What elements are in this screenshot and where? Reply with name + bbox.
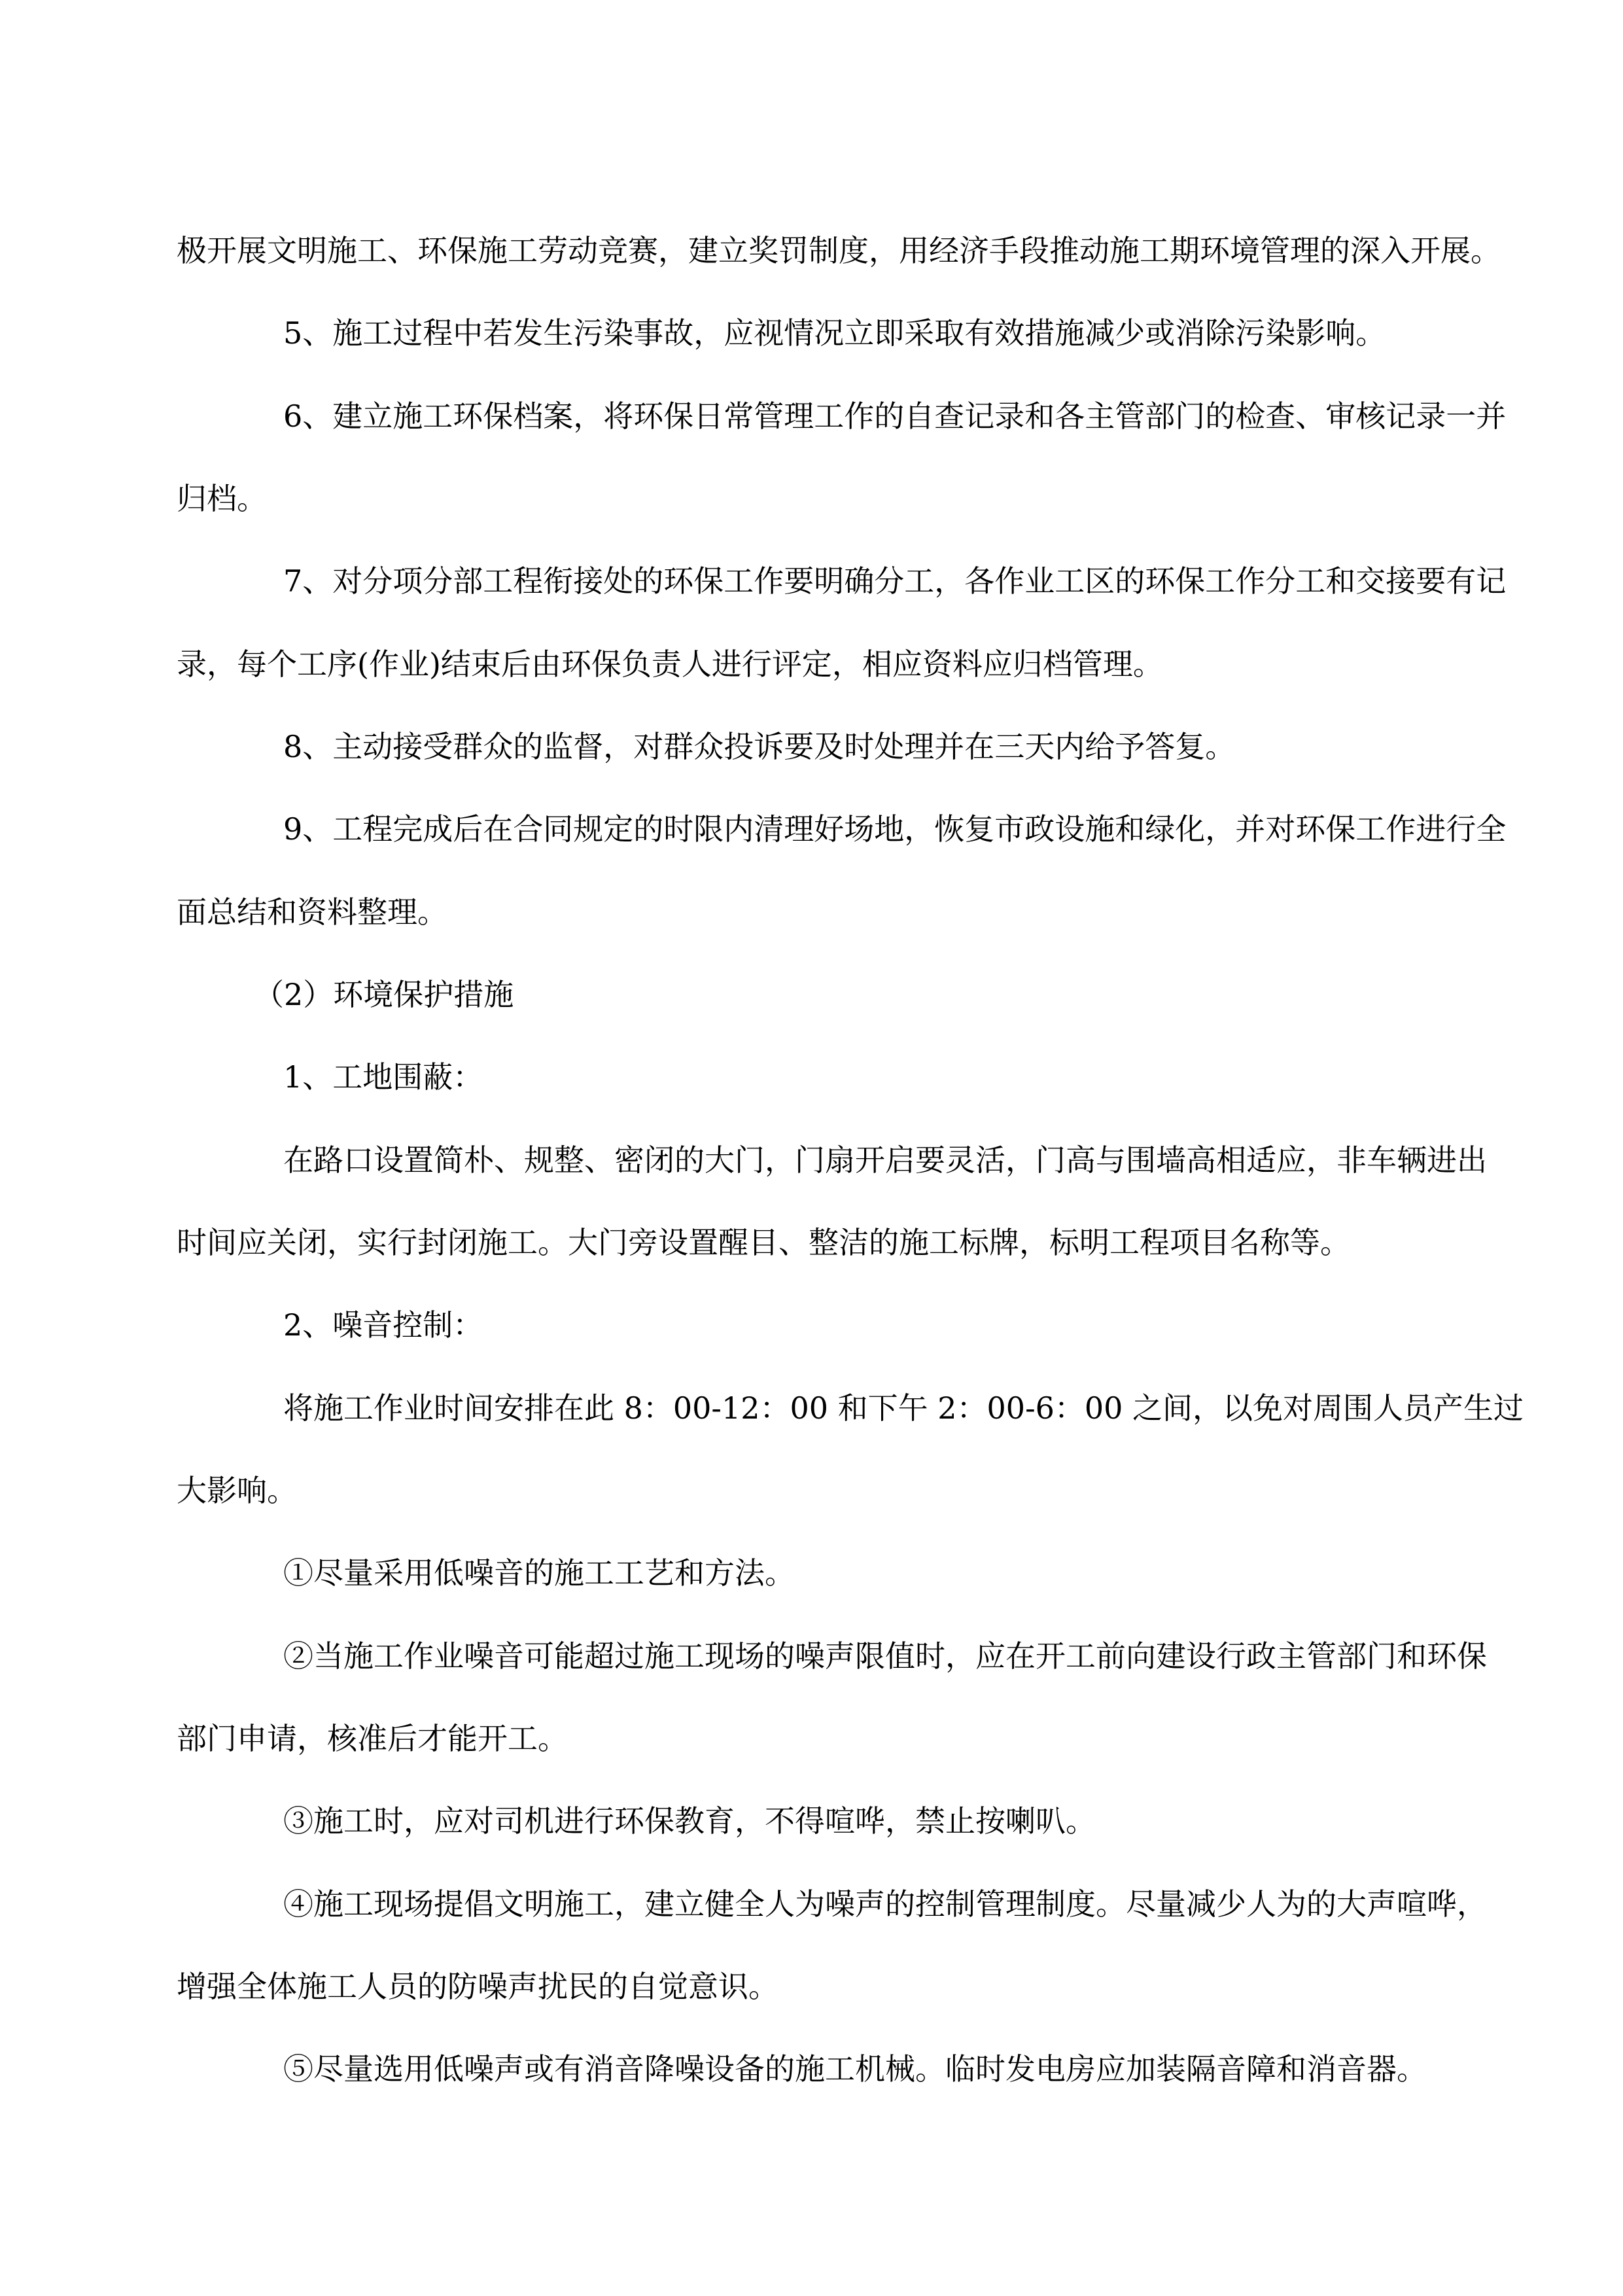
paragraph-line: 增强全体施工人员的防噪声扰民的自觉意识。 xyxy=(177,1969,778,2004)
paragraph-line: ④施工现场提倡文明施工，建立健全人为噪声的控制管理制度。尽量减少人为的大声喧哗， xyxy=(283,1886,1487,1922)
paragraph-line: 归档。 xyxy=(177,481,267,516)
paragraph-line: 部门申请，核准后才能开工。 xyxy=(177,1721,568,1756)
paragraph-line: ③施工时，应对司机进行环保教育，不得喧哗，禁止按喇叭。 xyxy=(283,1803,1096,1839)
paragraph-line: 时间应关闭，实行封闭施工。大门旁设置醒目、整洁的施工标牌，标明工程项目名称等。 xyxy=(177,1225,1350,1260)
paragraph-line: ⑤尽量选用低噪声或有消音降噪设备的施工机械。临时发电房应加装隔音障和消音器。 xyxy=(283,2051,1427,2087)
subsection-heading: 2、噪音控制： xyxy=(283,1307,483,1343)
paragraph-line: 5、施工过程中若发生污染事故，应视情况立即采取有效措施减少或消除污染影响。 xyxy=(283,315,1386,351)
paragraph-line: ①尽量采用低噪音的施工工艺和方法。 xyxy=(283,1555,795,1591)
paragraph-line: 大影响。 xyxy=(177,1473,297,1508)
subsection-heading: 1、工地围蔽： xyxy=(283,1059,483,1095)
paragraph-line: 6、建立施工环保档案，将环保日常管理工作的自查记录和各主管部门的检查、审核记录一并 xyxy=(283,398,1507,434)
paragraph-line: 9、工程完成后在合同规定的时限内清理好场地，恢复市政设施和绿化，并对环保工作进行全 xyxy=(283,811,1507,847)
paragraph-line: ②当施工作业噪音可能超过施工现场的噪声限值时，应在开工前向建设行政主管部门和环保 xyxy=(283,1638,1487,1674)
paragraph-line: 在路口设置简朴、规整、密闭的大门，门扇开启要灵活，门高与围墙高相适应，非车辆进出 xyxy=(283,1142,1487,1178)
paragraph-line: 7、对分项分部工程衔接处的环保工作要明确分工，各作业工区的环保工作分工和交接要有记 xyxy=(283,563,1507,599)
paragraph-line: 面总结和资料整理。 xyxy=(177,894,447,930)
section-heading: （2）环境保护措施 xyxy=(254,977,514,1012)
paragraph-line: 录，每个工序(作业)结束后由环保负责人进行评定，相应资料应归档管理。 xyxy=(177,646,1163,682)
paragraph-line: 将施工作业时间安排在此 8：00-12：00 和下午 2：00-6：00 之间，以免对周围人员产生过 xyxy=(283,1390,1524,1426)
paragraph-line: 极开展文明施工、环保施工劳动竞赛，建立奖罚制度，用经济手段推动施工期环境管理的深入开展。 xyxy=(177,233,1501,268)
paragraph-line: 8、主动接受群众的监督，对群众投诉要及时处理并在三天内给予答复。 xyxy=(283,729,1236,764)
